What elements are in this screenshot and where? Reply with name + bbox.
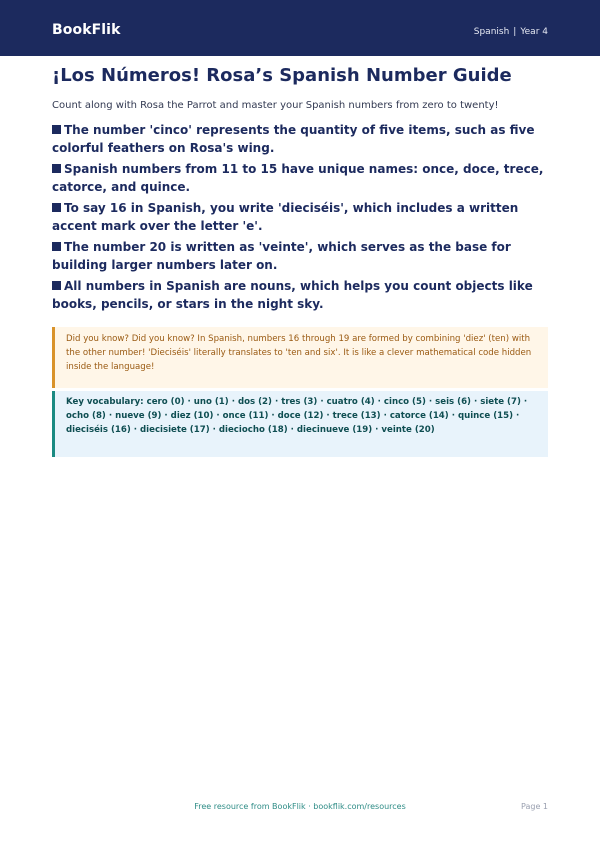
key-points-list	[52, 122, 552, 317]
footer-link[interactable]: Free resource from BookFlik · bookflik.com/resources	[194, 802, 406, 811]
meta-separator: |	[513, 27, 517, 37]
square-bullet-icon	[52, 164, 61, 173]
point-text: To say 16 in Spanish, you write 'dieciséis', which includes a written accent mark over the letter 'e'.	[52, 201, 519, 233]
list-item	[52, 122, 552, 157]
list-item	[52, 278, 552, 313]
point-text: The number 'cinco' represents the quantity of five items, such as five colorful feathers on Rosa's wing.	[52, 123, 535, 155]
point-text: Spanish numbers from 11 to 15 have unique names: once, doce, trece, catorce, and quince.	[52, 162, 544, 194]
list-item	[52, 161, 552, 196]
page-title: ¡Los Números! Rosa’s Spanish Number Guide	[52, 65, 512, 86]
subject-meta	[474, 27, 548, 37]
square-bullet-icon	[52, 203, 61, 212]
square-bullet-icon	[52, 281, 61, 290]
subject-label: Spanish	[473, 27, 510, 37]
square-bullet-icon	[52, 125, 61, 134]
page-number: Page 1	[521, 802, 548, 811]
point-text: All numbers in Spanish are nouns, which helps you count objects like books, pencils, or stars in the night sky.	[52, 279, 533, 311]
point-text: The number 20 is written as 'veinte', which serves as the base for building larger numbers later on.	[52, 240, 511, 272]
header-bar	[0, 0, 600, 56]
key-vocabulary-box: Key vocabulary: cero (0) · uno (1) · dos (2) · tres (3) · cuatro (4) · cinco (5) · seis (6) · siete (7) · ocho (8) · nueve (9) · diez (10) · once (11) · doce (12) · trece (13) · catorce (14) · quince (15) · dieciséis (16) · diecisiete (17) · dieciocho (18) · diecinueve (19) · veinte (20)	[52, 391, 548, 457]
square-bullet-icon	[52, 242, 61, 251]
grade-label: Year 4	[520, 27, 548, 37]
intro-text: Count along with Rosa the Parrot and master your Spanish numbers from zero to twenty!	[52, 100, 499, 111]
did-you-know-callout: Did you know? Did you know? In Spanish, numbers 16 through 19 are formed by combining 'diez' (ten) with the other number! 'Dieciséis' literally translates to 'ten and six'. It is like a clever mathematical code hidden inside the language!	[52, 327, 548, 388]
list-item	[52, 239, 552, 274]
list-item	[52, 200, 552, 235]
brand-logo[interactable]: BookFlik	[52, 22, 121, 38]
